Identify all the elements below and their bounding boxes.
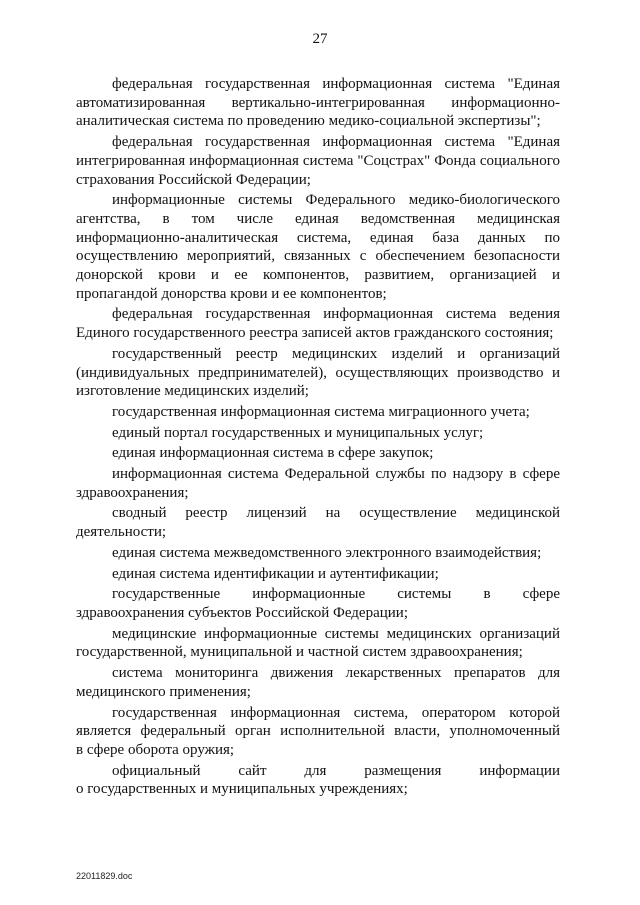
paragraph-line: является федеральный орган исполнительной власти, уполномоченный xyxy=(76,723,560,740)
paragraph-line: медицинского применения; xyxy=(76,683,251,700)
paragraph-line: здравоохранения; xyxy=(76,484,189,501)
paragraph xyxy=(76,345,560,401)
paragraph-line: государственные информационные системы в сфере xyxy=(112,586,560,603)
paragraph-line: донорской крови и ее компонентов, развитием, организацией и xyxy=(76,267,560,284)
paragraph xyxy=(76,704,560,760)
paragraph-line: федеральная государственная информационная система "Единая xyxy=(112,76,560,92)
paragraph-line: единая информационная система в сфере закупок; xyxy=(112,445,434,462)
paragraph-line: информационно-аналитическая система, единая база данных по xyxy=(76,229,560,246)
paragraph-line: информационная система Федеральной службы по надзору в сфере xyxy=(112,466,560,483)
paragraph xyxy=(76,191,560,303)
paragraph-line: здравоохранения субъектов Российской Федерации; xyxy=(76,604,408,621)
paragraph-line: о государственных и муниципальных учреждениях; xyxy=(76,781,408,798)
paragraph xyxy=(76,504,560,541)
paragraph xyxy=(76,664,560,701)
paragraph-line: единая система межведомственного электронного взаимодействия; xyxy=(112,544,542,561)
paragraph xyxy=(76,133,560,189)
paragraph-line: пропагандой донорства крови и ее компонентов; xyxy=(76,285,387,302)
paragraph xyxy=(76,544,560,563)
paragraph xyxy=(76,565,560,584)
document-body xyxy=(76,75,560,801)
paragraph-line: сводный реестр лицензий на осуществление медицинской xyxy=(112,505,560,522)
paragraph xyxy=(76,625,560,662)
paragraph-line: осуществлению мероприятий, связанных с обеспечением безопасности xyxy=(76,248,560,265)
paragraph-line: государственной, муниципальной и частной систем здравоохранения; xyxy=(76,644,523,661)
paragraph-line: интегрированная информационная система "Соцстрах" Фонда социального xyxy=(76,152,560,169)
footer-filename: 22011829.doc xyxy=(76,871,133,881)
paragraph-line: информационные системы Федерального медико-биологического xyxy=(112,192,560,209)
paragraph xyxy=(76,305,560,342)
paragraph-line: государственная информационная система, оператором которой xyxy=(112,704,560,721)
paragraph-line: автоматизированная вертикально-интегрированная информационно- xyxy=(76,94,560,111)
paragraph xyxy=(76,444,560,463)
paragraph-line: медицинские информационные системы медицинских организаций xyxy=(112,625,560,642)
paragraph-line: страхования Российской Федерации; xyxy=(76,171,311,188)
paragraph xyxy=(76,762,560,799)
paragraph-line: аналитическая система по проведению медико-социальной экспертизы"; xyxy=(76,113,541,130)
paragraph-line: Единого государственного реестра записей актов гражданского состояния; xyxy=(76,325,554,342)
paragraph-line: система мониторинга движения лекарственных препаратов для xyxy=(112,665,560,682)
paragraph-line: единый портал государственных и муниципальных услуг; xyxy=(112,424,484,441)
paragraph xyxy=(76,75,560,131)
paragraph xyxy=(76,465,560,502)
paragraph-line: деятельности; xyxy=(76,524,167,541)
paragraph xyxy=(76,585,560,622)
paragraph-line: федеральная государственная информационная система "Единая xyxy=(112,134,560,151)
paragraph-line: государственный реестр медицинских изделий и организаций xyxy=(112,345,560,362)
paragraph-line: в сфере оборота оружия; xyxy=(76,741,235,758)
paragraph-line: федеральная государственная информационная система ведения xyxy=(112,306,560,323)
paragraph xyxy=(76,403,560,422)
paragraph-line: единая система идентификации и аутентификации; xyxy=(112,565,439,582)
paragraph-line: агентства, в том числе единая ведомственная медицинская xyxy=(76,210,560,227)
paragraph-line: изготовление медицинских изделий; xyxy=(76,383,309,400)
page-number: 27 xyxy=(312,31,328,47)
paragraph-line: государственная информационная система миграционного учета; xyxy=(112,403,530,420)
paragraph-line: официальный сайт для размещения информации xyxy=(112,762,560,779)
paragraph xyxy=(76,424,560,443)
paragraph-line: (индивидуальных предпринимателей), осуществляющих производство и xyxy=(76,364,560,381)
